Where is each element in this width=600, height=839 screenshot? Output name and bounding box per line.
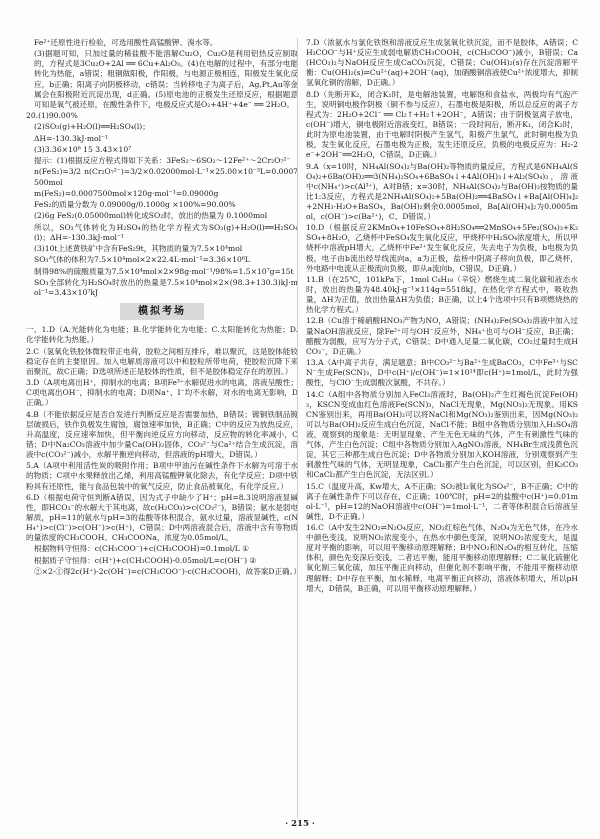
answer-paragraph: 13.A（A中离子共存，满足题意；B中CO₃²⁻与Ba²⁺生成BaCO₃，C中Fe³⁺与SCN⁻生成Fe(SCN)₃，D中c(H⁺)/c(OH⁻)=1×10¹⁴即c(H⁺)=1mol/L，此时为强酸性，与ClO⁻生成弱酸次氯酸，不共存。） — [306, 358, 578, 388]
answer-paragraph: 16.C（A中发生2NO₂⇌N₂O₄反应，NO₂红棕色气体，N₂O₄为无色气体，在冷水中颜色变浅，说明NO₂浓度变小，在热水中颜色变深，说明NO₂浓度变大，是温度对平衡的影响，可以用平衡移动原理解释；B中NO₂和N₂O₄的相互转化，压缩体积，颜色先变深后变浅，二者达平衡，能用平衡移动原理解释；C二氧化硫催化氧化制三氧化硫，加压平衡正向移动，但催化剂不影响平衡，不能用平衡移动原理解释；D中存在平衡，加水稀释，电离平衡正向移动，溶液体积增大，所以pH增大，D错误，B正确，可以用平衡移动原理解释。） — [306, 523, 578, 593]
answer-paragraph: 所以，SO₃气体转化为H₂SO₄的热化学方程式为SO₃(g)+H₂O(l)══H₂SO₄(l)；ΔH=-130.3kJ·mol⁻¹ — [34, 222, 298, 242]
answer-paragraph: 6.D（根据电荷守恒判断A错误，因为式子中缺少了H⁺；pH=8.3说明溶液显碱性，即HCO₃⁻的水解大于其电离，故c(H₂CO₃)>c(CO₃²⁻)，B错误；氨水是弱电解质，pH=11的氨水与pH=3的盐酸等体积混合，氨水过量，溶液显碱性，c(NH₄⁺)>c(Cl⁻)>c(OH⁻)>c(H⁺)，C错误；D中两溶液混合后，溶液中含有等物质的量浓度的CH₃COOH、CH₃COONa，浓度为0.05mol/L， — [26, 492, 298, 543]
left-column — [26, 38, 302, 578]
answer-paragraph: 5.A（A项中利用活性炭的吸附作用；B项中甲油污在碱性条件下水解为可溶于水的物质；C项中水果释放出乙烯，利用高锰酸钾氧化除去，有化学反应；D项中铁粉具有还原性，能与食品包装中的氧气反应，防止食品被氧化，有化学反应。） — [26, 461, 298, 491]
answer-paragraph: SO₃气体的体积为7.5×10⁴mol×2×22.4L·mol⁻¹=3.36×10⁶L — [34, 255, 250, 265]
answer-paragraph: 根据物料守恒得：c(CH₃COO⁻)+c(CH₃COOH)=0.1mol/L ① — [34, 544, 250, 554]
answer-paragraph: 根据质子守恒得：c(H⁺)+c(CH₃COOH)-0.05mol/L=c(OH⁻) ② — [34, 555, 257, 565]
answer-paragraph: 14.C（A组中各物质分别加入FeCl₃溶液时，Ba(OH)₂产生红褐色沉淀Fe(OH)₃，KSCN变成血红色溶液Fe(SCN)₃，NaCl无现象，Mg(NO₃)₂无现象。用KSCN鉴别出来，再用Ba(OH)₂可以将NaCl和Mg(NO₃)₂鉴别出来，因Mg(NO₃)₂可以与Ba(OH)₂反应生成白色沉淀，NaCl不能；B组中各物质分别加入H₂SO₄溶液，观察到的现象是：无明显现象、产生无色无味的气体，产生有刺激性气味的气体，产生白色沉淀；C组中各物质分别加入AgNO₃溶液，NH₄Br生成浅黄色沉淀，其它三种都生成白色沉淀；D中各物质分别加入KOH溶液，分别观察到产生刺激性气味的气体，无明显现象，CaCl₂都产生白色沉淀，可以区别，但K₂CO₃和CaCl₂都产生白色沉淀，无法区别。） — [306, 389, 578, 480]
answer-paragraph: (3)10t上述黄铁矿中含有FeS₂9t，其物质的量为7.5×10⁴mol — [34, 244, 243, 254]
answer-paragraph: 11.B（在25℃，101kPa下，1mol C₈H₁₈（辛烷）燃烧生成二氧化碳和液态水时，放出的热量为48.40kJ·g⁻¹×114g=5518kJ，在热化学方程式中，吸收热量，ΔH为正值，放出热量ΔH为负值；B正确，以上4个选项中只有B项燃烧热的热化学方程式。） — [306, 274, 578, 315]
answer-paragraph: 3.D（A项电离出H⁺，抑制水的电离；B项Fe³⁺水解促进水的电离，溶液呈酸性；C项电离出OH⁻，抑制水的电离；D项Na⁺、I⁻均不水解，对水的电离无影响，D正确。） — [26, 378, 298, 408]
answer-paragraph: (3)3.36×10⁶ 15 3.43×10⁷ — [34, 144, 132, 154]
answer-paragraph: 12.B（Cu溶于稀硝酸HNO₃产物为NO，A错误；(NH₄)₂Fe(SO₄)₂溶液中加入过量NaOH溶液反应，除Fe²⁺可与OH⁻反应外，NH₄⁺也可与OH⁻反应，B正确；醋酸为弱酸，应写为分子式，C错误；D中通入足量二氧化碳，CO₂过量时生成HCO₃⁻，D正确。） — [306, 316, 578, 356]
section-heading: 模拟考场 — [120, 303, 204, 320]
answer-paragraph: 20.(1)90.00% — [26, 111, 78, 121]
answer-paragraph: ②×2-①得2c(H⁺)-2c(OH⁻)=c(CH₃COO⁻)-c(CH₃COOH)，故答案D正确。） — [34, 567, 302, 577]
column-divider — [297, 38, 298, 818]
answer-paragraph: n(FeS₂)=3/2 n(Cr₂O₇²⁻)=3/2×0.02000mol·L⁻¹×25.00×10⁻³L=0.0007500mol — [34, 167, 298, 187]
answer-paragraph: 2.C（氢氧化铁胶体微粒带正电荷，胶粒之间相互排斥，难以聚沉，这是胶体能较稳定存在的主要原因。加入电解质溶液可以中和胶粒所带电荷，使胶粒沉降下来而聚沉，故C正确；D选项所述正是胶体的性质，但不是胶体稳定存在的原因。） — [26, 346, 298, 376]
answer-paragraph: 制得98%的硫酸质量为7.5×10⁴mol×2×98g·mol⁻¹/98%=1.5×10⁷g=15t — [34, 266, 294, 276]
answer-paragraph: 15.C（温度升高，Kw增大，A不正确；SO₂被I₂氧化为SO₄²⁻，B不正确；C中的离子在碱性条件下可以存在，C正确；100℃时，pH=2的盐酸中c(H⁺)=0.01mol·L⁻¹，pH=12的NaOH溶液中c(OH⁻)=1mol·L⁻¹，二者等体积混合后溶液呈碱性，D不正确。） — [306, 481, 578, 521]
page-number: · 215 · — [285, 818, 315, 829]
answer-paragraph: 4.B（不能依据反应是否自发进行判断反应是否需要加热，B错误；镀铜铁制品镀层破损后，铁作负极发生腐蚀，腐蚀速率加快，B正确；C中的反应为放热反应，升高温度，反应速率加快，但平衡向逆反应方向移动，反应物的转化率减小，C错；D中Na₂CO₃溶液中加少量Ca(OH)₂固体，CO₃²⁻与Ca²⁺结合生成沉淀，溶液中c(CO₃²⁻)减小，水解平衡逆向移动，但溶液的pH增大，D错误。） — [26, 409, 298, 460]
section-heading-wrap — [26, 303, 298, 320]
answer-paragraph: Fe²⁺还原性进行检验，可选用酸性高锰酸钾、溴水等。 — [34, 38, 218, 47]
answer-paragraph: ΔH=-130.3kJ·mol⁻¹ — [34, 133, 109, 143]
answer-paragraph: 9.A（x=10时，NH₄Al(SO₄)₂与Ba(OH)₂等物质的量反应，方程式是6NH₄Al(SO₄)₂+6Ba(OH)₂══3(NH₄)₂SO₄+6BaSO₄↓+4Al(OH)₃↓+Al₂(SO₄)₃，溶液中c(NH₄⁺)>c(Al³⁺)，A对B错；x=30时，NH₄Al(SO₄)₂与Ba(OH)₂按物质的量比1:3反应，方程式是2NH₄Al(SO₄)₂+5Ba(OH)₂══4BaSO₄↓+Ba[Al(OH)₄]₂+2NH₃·H₂O+BaSO₄，Ba(OH)₂剩余0.0005mol，Ba[Al(OH)₄]₂为0.0005mol，c(OH⁻)>c(Ba²⁺)，C、D错误。） — [306, 161, 578, 221]
answer-paragraph: 提示：(1)根据反应方程式得如下关系：3FeS₂～6SO₂～12Fe²⁺～2Cr₂O₇²⁻ — [34, 156, 291, 166]
answer-paragraph: 10.D（根据反应2KMnO₄+10FeSO₄+8H₂SO₄══2MnSO₄+5Fe₂(SO₄)₃+K₂SO₄+8H₂O，乙烧杯中FeSO₄发生氧化反应，甲烧杯中H₂SO₄浓度增大，所以甲烧杯中溶液pH增大，乙烧杯中Fe²⁺发生氧化反应，失去电子为负极，b电极为负极，电子由b流出经导线流向a，a为正极，盐桥中阴离子移向负极，即乙烧杯，外电路中电流从正极流向负极，即从a流向b，C错误，D正确。） — [306, 223, 578, 273]
answer-paragraph: (3)据题可知，只加过量的稀盐酸不能溶解Cu₂O，Cu₂O是利用铝热反应制取的，方程式是3Cu₂O+2Al ══ 6Cu+Al₂O₃。(4)在电解的过程中，有部分电能转化为热能，a错误；粗铜做阳极，作阳极，与电源正极相连，阳极发生氧化反应，b正确；阳离子向阴极移动，c错误；当转移电子为离子后，Ag,Pt,Au等金属会在阳极附近沉淀出现，d正确。(5)原电池的正极发生还原反应，根据题意可知是氧气被还原，在酸性条件下，电极反应式是O₂+4H⁺+4e⁻ ══ 2H₂O。 — [34, 49, 298, 109]
answer-paragraph: SO₃全部转化为H₂SO₄时放出的热量是7.5×10⁴mol×2×(98.3+130.3)kJ·mol⁻¹=3.43×10⁷kJ — [34, 277, 298, 297]
answer-paragraph: (2)SO₃(g)+H₂O(l)══H₂SO₄(l)； — [34, 122, 150, 132]
answer-paragraph: FeS₂的质量分数为 0.09000g/0.1000g ×100%=90.00% — [34, 200, 236, 210]
answer-paragraph: (2)6g FeS₂(0.05000mol)转化成SO₂时，放出的热量为 0.1000mol — [34, 211, 268, 221]
right-column — [306, 38, 578, 595]
answer-paragraph: m(FeS₂)=0.0007500mol×120g·mol⁻¹=0.09000g — [34, 188, 219, 198]
answer-paragraph: 7.D（浓氨水与氯化铁饱和溶液反应生成氢氧化铁沉淀，而不是胶体，A错误；CH₃COO⁻与H⁺反应生成弱电解质CH₃COOH，c(CH₃COO⁻)减小，B错误；Ca(HCO₃)₂与NaOH反应生成CaCO₃沉淀，C错误；Cu(OH)₂(s)存在沉淀溶解平衡：Cu(OH)₂(s)⇌Cu²⁺(aq)+2OH⁻(aq)，加硝酸铜溶液使Cu²⁺浓度增大，抑制氢氧化铜的溶解，D正确。） — [306, 38, 578, 88]
answer-paragraph: 8.D（先断开K₂，闭合K₁时，是电解池装置，电解饱和食盐水，两极均有气泡产生，说明铜电极作阴极（铜不参与反应），石墨电极是阳极，所以总反应的离子方程式为：2H₂O+2Cl⁻ ══ Cl₂↑+H₂↑+2OH⁻，A错误；由于阴极氢离子放电，c(OH⁻)增大，铜电极附近溶液变红，B错误；一段时间后，断开K₁，闭合K₂时，此时为原电池装置，由于电解时阴极产生氢气，阳极产生氯气，此时铜电极为负极，发生氧化反应，石墨电极为正极，发生还原反应，负极的电极反应为：H₂-2e⁻+2OH⁻══2H₂O，C错误，D正确。） — [306, 89, 578, 160]
answer-paragraph: 一、1.D（A.光能转化为电能；B.化学能转化为电能；C.太阳能转化为热能；D.化学能转化为热能。） — [26, 325, 298, 345]
